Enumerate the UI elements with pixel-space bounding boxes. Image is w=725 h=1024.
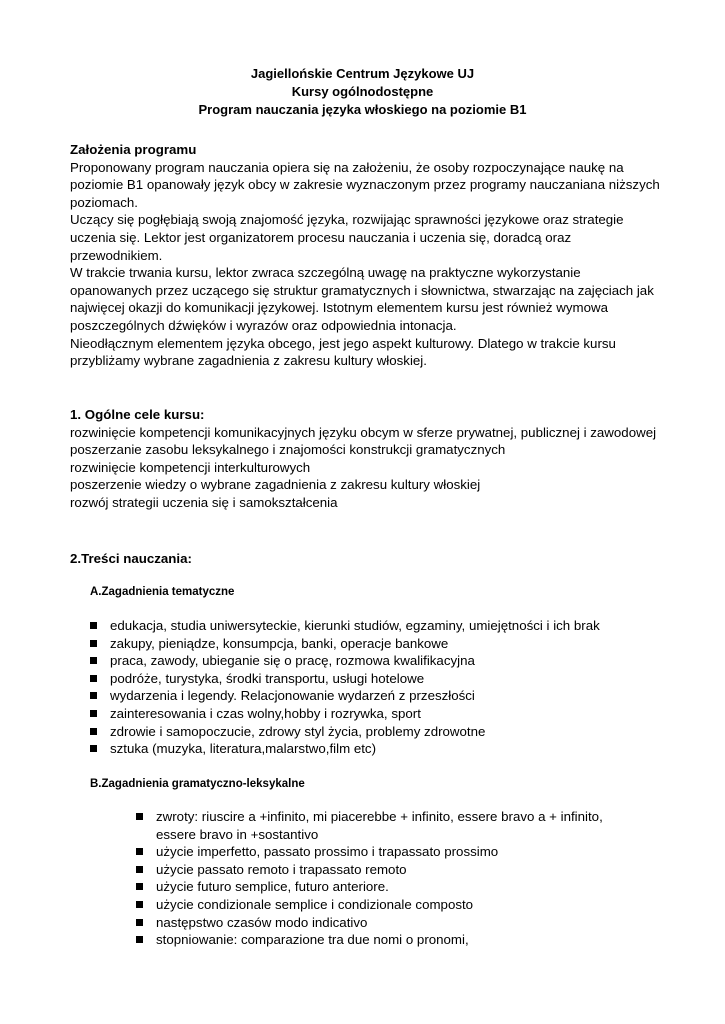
zalozenia-heading: Założenia programu <box>70 142 197 157</box>
bullet-square-icon <box>90 640 97 647</box>
list-item: użycie futuro semplice, futuro anteriore. <box>136 878 636 896</box>
list-item: zwroty: riuscire a +infinito, mi piacerebbe + infinito, essere bravo a + infinito, essere bravo in +sostantivo <box>136 808 636 843</box>
list-item: wydarzenia i legendy. Relacjonowanie wydarzeń z przeszłości <box>90 687 690 705</box>
zalozenia-paragraph-3: W trakcie trwania kursu, lektor zwraca szczególną uwagę na praktyczne wykorzystanie opanowanych przez uczącego się struktur gramatycznych i słownictwa, stwarzając na zajęciach jak najwięcej okazji do komunikacji językowej. Istotnym elementem kursu jest również wymowa poszczególnych dźwięków i wyrazów oraz odpowiednia intonacja. <box>70 265 654 333</box>
cele-section <box>70 406 660 512</box>
document-header <box>0 65 725 119</box>
list-item: podróże, turystyka, środki transportu, usługi hotelowe <box>90 670 690 688</box>
tresci-heading-block <box>70 550 660 568</box>
cele-item: poszerzenie wiedzy o wybrane zagadnienia z zakresu kultury włoskiej <box>70 477 481 493</box>
list-item: użycie passato remoto i trapassato remoto <box>136 861 636 879</box>
cele-heading: 1. Ogólne cele kursu: <box>70 407 205 422</box>
bullet-square-icon <box>90 745 97 752</box>
bullet-square-icon <box>90 728 97 735</box>
bullet-square-icon <box>136 936 143 943</box>
tematyczne-heading: A.Zagadnienia tematyczne <box>90 586 235 598</box>
bullet-square-icon <box>90 710 97 717</box>
bullet-square-icon <box>90 692 97 699</box>
bullet-square-icon <box>136 848 143 855</box>
course-type-title: Kursy ogólnodostępne <box>291 84 434 99</box>
bullet-square-icon <box>136 901 143 908</box>
cele-item: rozwój strategii uczenia się i samokształcenia <box>70 494 338 510</box>
list-item: sztuka (muzyka, literatura,malarstwo,film etc) <box>90 740 690 758</box>
zalozenia-paragraph-1: Proponowany program nauczania opiera się na założeniu, że osoby rozpoczynające naukę na poziomie B1 opanowały język obcy w zakresie wyznaczonym przez programy nauczaniana niższych poziomach. <box>70 159 660 210</box>
cele-item: rozwinięcie kompetencji komunikacyjnych języku obcym w sferze prywatnej, publicznej i zawodowej <box>70 424 657 440</box>
zalozenia-paragraph-4: Nieodłącznym elementem języka obcego, jest jego aspekt kulturowy. Dlatego w trakcie kursu przybliżamy wybrane zagadnienia z zakresu kultury włoskiej. <box>70 335 616 369</box>
bullet-square-icon <box>136 883 143 890</box>
list-item: zakupy, pieniądze, konsumpcja, banki, operacje bankowe <box>90 635 690 653</box>
institution-title: Jagiellońskie Centrum Językowe UJ <box>250 66 475 81</box>
list-item: zdrowie i samopoczucie, zdrowy styl życia, problemy zdrowotne <box>90 723 690 741</box>
zalozenia-paragraph-2: Uczący się pogłębiają swoją znajomość języka, rozwijając sprawności językowe oraz strategie uczenia się. Lektor jest organizatorem procesu nauczania i uczenia się, doradcą oraz przewodnikiem. <box>70 212 624 263</box>
list-item: następstwo czasów modo indicativo <box>136 914 636 932</box>
bullet-square-icon <box>90 675 97 682</box>
bullet-square-icon <box>90 657 97 664</box>
cele-item: rozwinięcie kompetencji interkulturowych <box>70 459 311 475</box>
tresci-heading: 2.Treści nauczania: <box>70 551 192 566</box>
bullet-square-icon <box>136 919 143 926</box>
list-item: edukacja, studia uniwersyteckie, kierunki studiów, egzaminy, umiejętności i ich brak <box>90 617 690 635</box>
zalozenia-section <box>70 141 660 370</box>
program-title: Program nauczania języka włoskiego na poziomie B1 <box>198 102 527 117</box>
list-item: użycie imperfetto, passato prossimo i trapassato prossimo <box>136 843 636 861</box>
bullet-square-icon <box>136 866 143 873</box>
list-item: stopniowanie: comparazione tra due nomi o pronomi, <box>136 931 636 949</box>
bullet-square-icon <box>136 813 143 820</box>
tematyczne-list <box>90 617 690 758</box>
list-item: praca, zawody, ubieganie się o pracę, rozmowa kwalifikacyjna <box>90 652 690 670</box>
cele-item: poszerzanie zasobu leksykalnego i znajomości konstrukcji gramatycznych <box>70 442 506 458</box>
bullet-square-icon <box>90 622 97 629</box>
list-item: użycie condizionale semplice i condizionale composto <box>136 896 636 914</box>
gramatyczne-list <box>136 808 636 949</box>
gramatyczne-heading: B.Zagadnienia gramatyczno-leksykalne <box>90 778 305 790</box>
list-item: zainteresowania i czas wolny,hobby i rozrywka, sport <box>90 705 690 723</box>
